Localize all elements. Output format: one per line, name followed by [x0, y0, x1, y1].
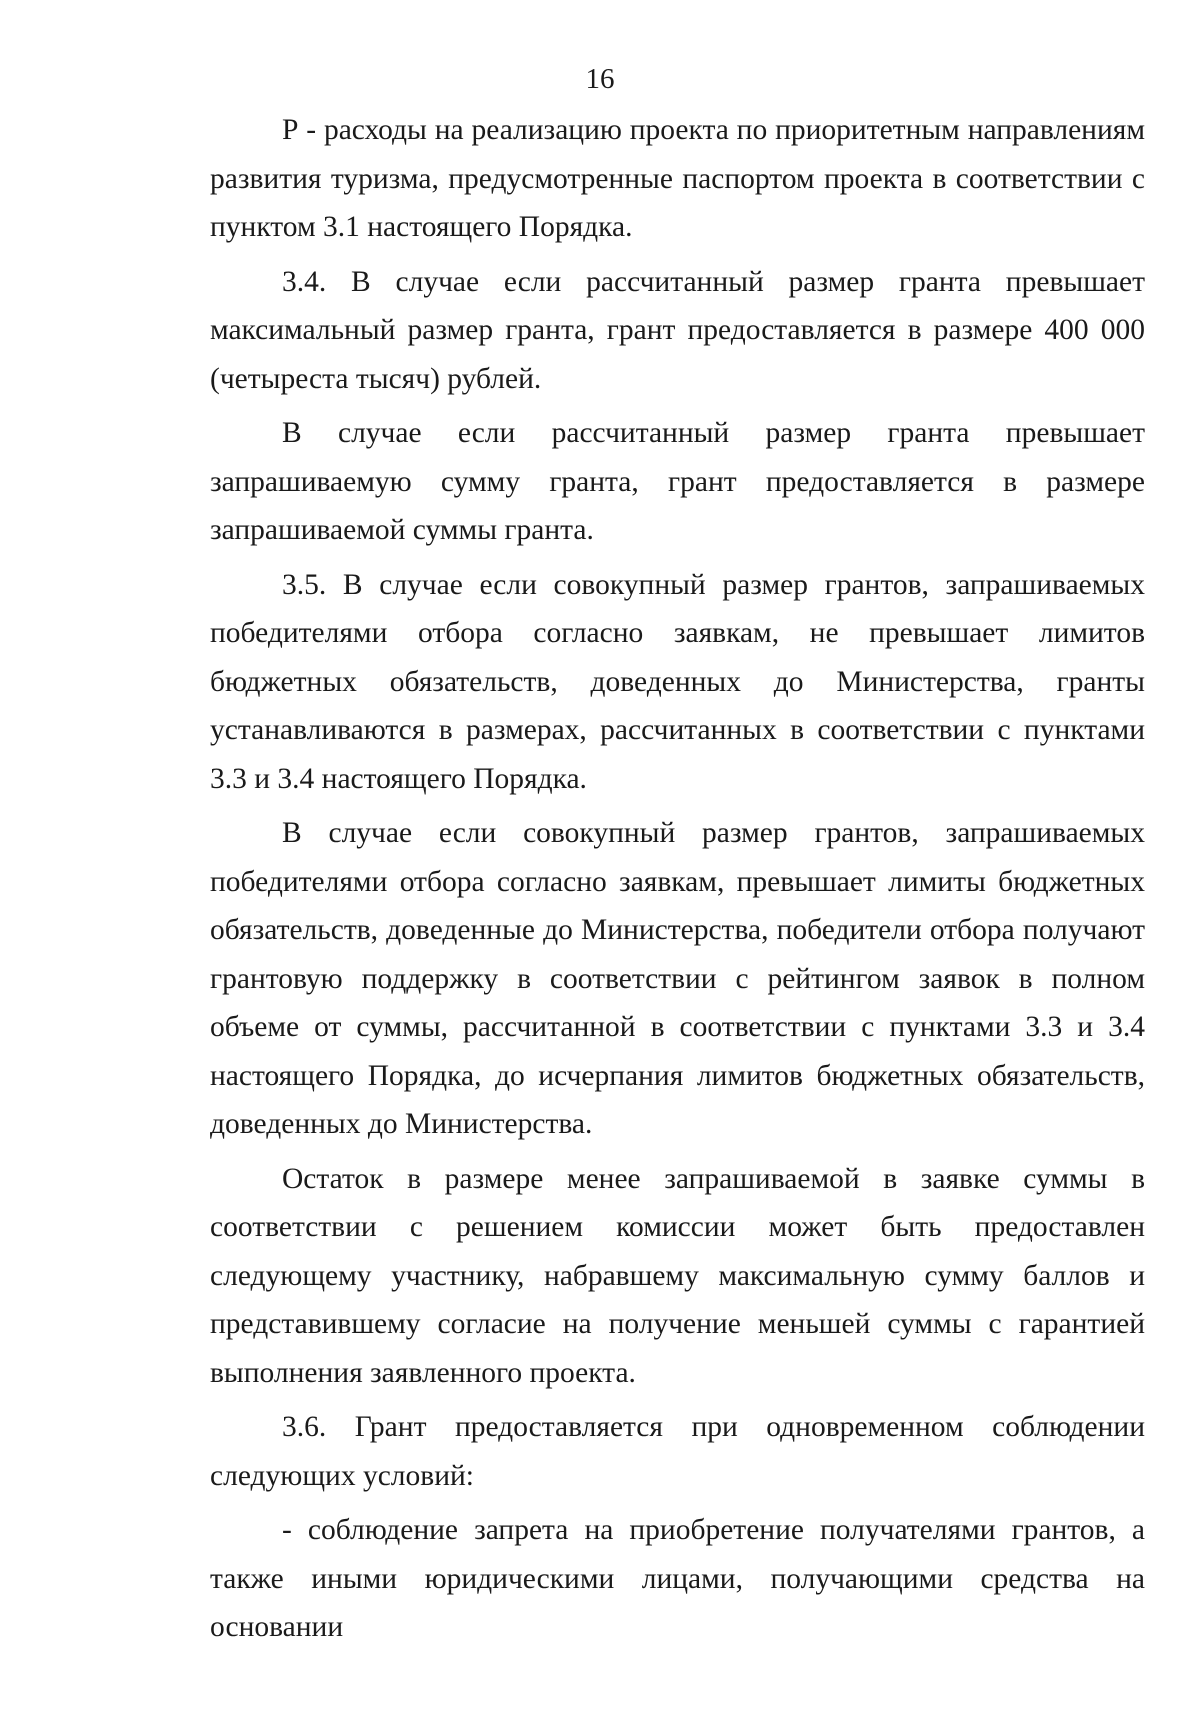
document-body: [210, 106, 1145, 1652]
paragraph-remainder: Остаток в размере менее запрашиваемой в заявке суммы в соответствии с решением комиссии может быть предоставлен следующему участнику, набравшему максимальную сумму баллов и представившему согласие на получение меньшей суммы с гарантией выполнения заявленного проекта.: [210, 1162, 1145, 1389]
paragraph-expenses-definition: Р - расходы на реализацию проекта по приоритетным направлениям развития туризма, предусмотренные паспортом проекта в соответствии с пунктом 3.1 настоящего Порядка.: [210, 114, 1145, 243]
paragraph-3-5: 3.5. В случае если совокупный размер грантов, запрашиваемых победителями отбора согласно заявкам, не превышает лимитов бюджетных обязательств, доведенных до Министерства, гранты устанавливаются в размерах, рассчитанных в соответствии с пунктами 3.3 и 3.4 настоящего Порядка.: [210, 568, 1145, 795]
paragraph-requested-sum: В случае если рассчитанный размер гранта превышает запрашиваемую сумму гранта, грант предоставляется в размере запрашиваемой суммы гранта.: [210, 417, 1145, 546]
paragraph-limits-exceeded: В случае если совокупный размер грантов, запрашиваемых победителями отбора согласно заявкам, превышает лимиты бюджетных обязательств, доведенные до Министерства, победители отбора получают грантовую поддержку в соответствии с рейтингом заявок в полном объеме от суммы, рассчитанной в соответствии с пунктами 3.3 и 3.4 настоящего Порядка, до исчерпания лимитов бюджетных обязательств, доведенных до Министерства.: [210, 817, 1145, 1140]
paragraph-3-4: 3.4. В случае если рассчитанный размер гранта превышает максимальный размер гранта, грант предоставляется в размере 400 000 (четыреста тысяч) рублей.: [210, 265, 1145, 395]
page-number: 16: [585, 63, 615, 95]
paragraph-condition-1: - соблюдение запрета на приобретение получателями грантов, а также иными юридическими лицами, получающими средства на основании: [210, 1514, 1145, 1643]
paragraph-3-6: 3.6. Грант предоставляется при одновременном соблюдении следующих условий:: [210, 1411, 1145, 1492]
